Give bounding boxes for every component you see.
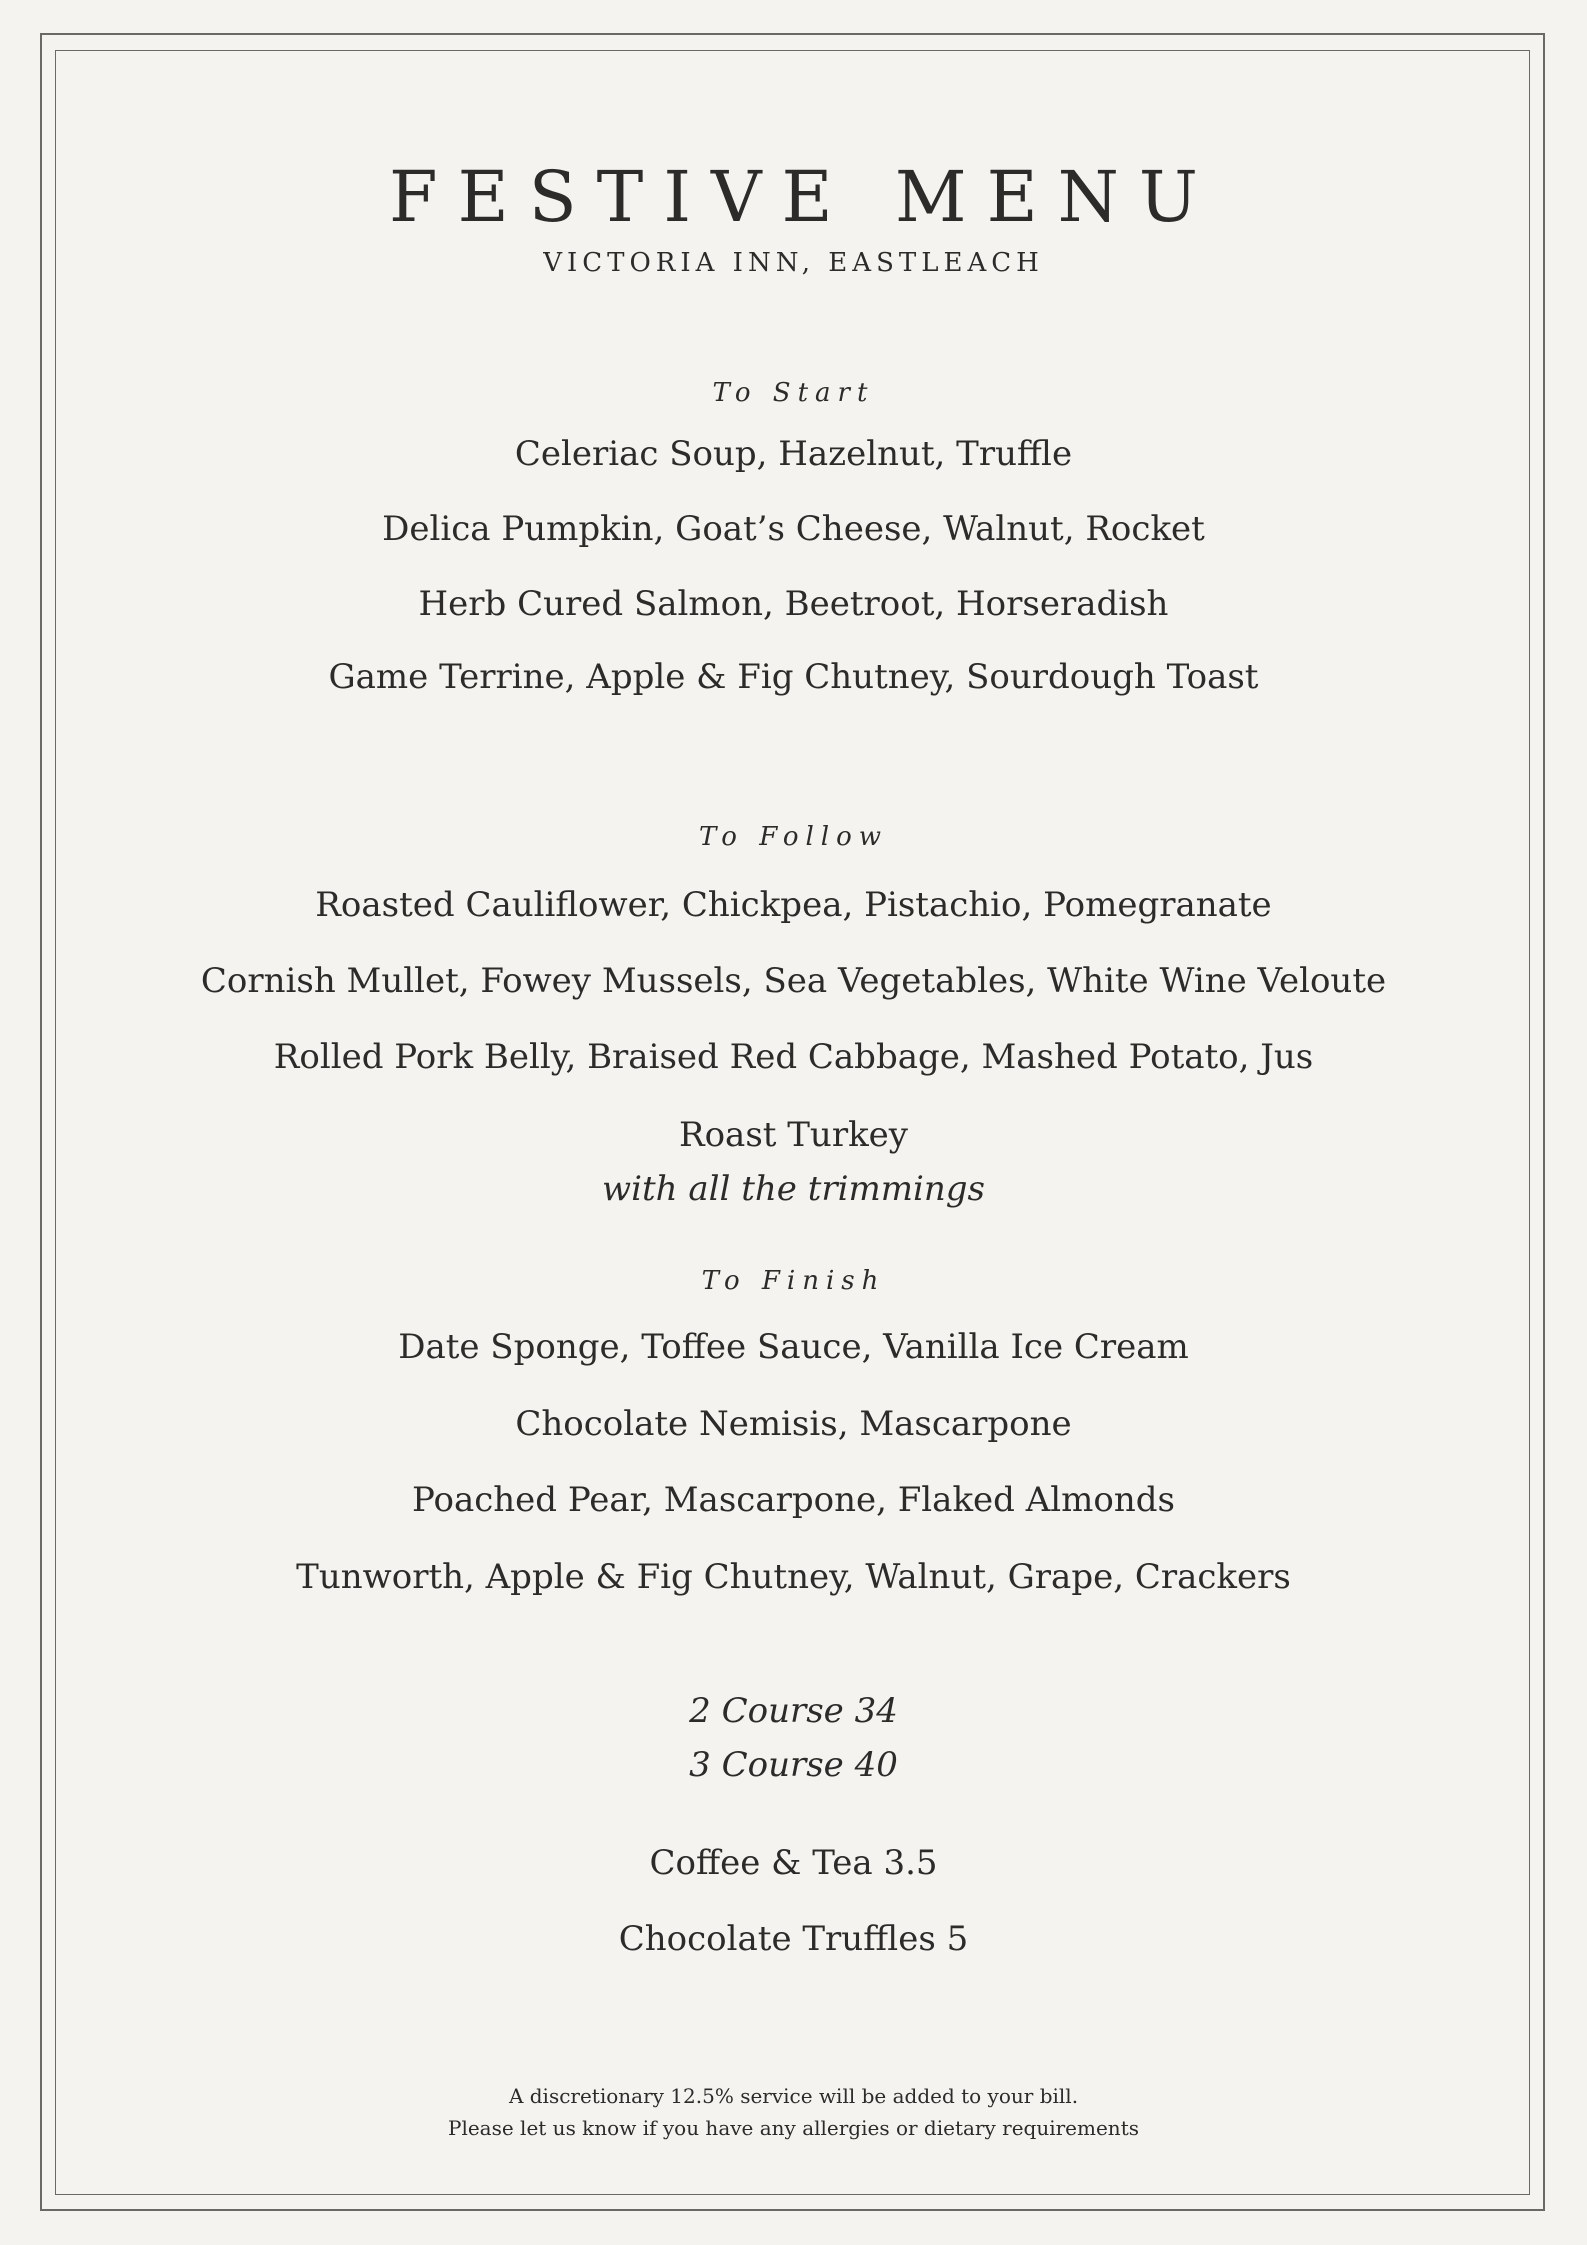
menu-item: Delica Pumpkin, Goat’s Cheese, Walnut, Rocket xyxy=(382,509,1205,549)
menu-item: Roasted Cauliflower, Chickpea, Pistachio, Pomegranate xyxy=(315,885,1272,925)
footer-allergy-note: Please let us know if you have any allergies or dietary requirements xyxy=(447,2116,1139,2140)
section-heading-follow: To Follow xyxy=(698,822,889,852)
extra-item: Coffee & Tea 3.5 xyxy=(649,1843,938,1883)
menu-item: Rolled Pork Belly, Braised Red Cabbage, Mashed Potato, Jus xyxy=(273,1037,1314,1077)
price-three-course: 3 Course 40 xyxy=(689,1745,898,1785)
footer-service-note: A discretionary 12.5% service will be added to your bill. xyxy=(508,2084,1079,2108)
menu-item: Tunworth, Apple & Fig Chutney, Walnut, Grape, Crackers xyxy=(296,1557,1291,1597)
price-two-course: 2 Course 34 xyxy=(689,1691,898,1731)
menu-item-note: with all the trimmings xyxy=(602,1169,985,1209)
menu-item: Date Sponge, Toffee Sauce, Vanilla Ice Cream xyxy=(398,1327,1189,1367)
menu-item: Roast Turkey xyxy=(678,1115,909,1155)
menu-item: Celeriac Soup, Hazelnut, Truffle xyxy=(514,434,1073,474)
menu-item: Cornish Mullet, Fowey Mussels, Sea Vegetables, White Wine Veloute xyxy=(200,961,1387,1001)
menu-subtitle: VICTORIA INN, EASTLEACH xyxy=(543,248,1044,278)
menu-item: Poached Pear, Mascarpone, Flaked Almonds xyxy=(412,1480,1175,1520)
menu-item: Herb Cured Salmon, Beetroot, Horseradish xyxy=(418,584,1169,624)
extra-item: Chocolate Truffles 5 xyxy=(618,1919,969,1959)
menu-item: Chocolate Nemisis, Mascarpone xyxy=(515,1404,1072,1444)
menu-item: Game Terrine, Apple & Fig Chutney, Sourdough Toast xyxy=(328,657,1259,697)
menu-title: FESTIVE MENU xyxy=(389,156,1218,238)
section-heading-finish: To Finish xyxy=(701,1266,886,1296)
section-heading-start: To Start xyxy=(712,378,875,408)
